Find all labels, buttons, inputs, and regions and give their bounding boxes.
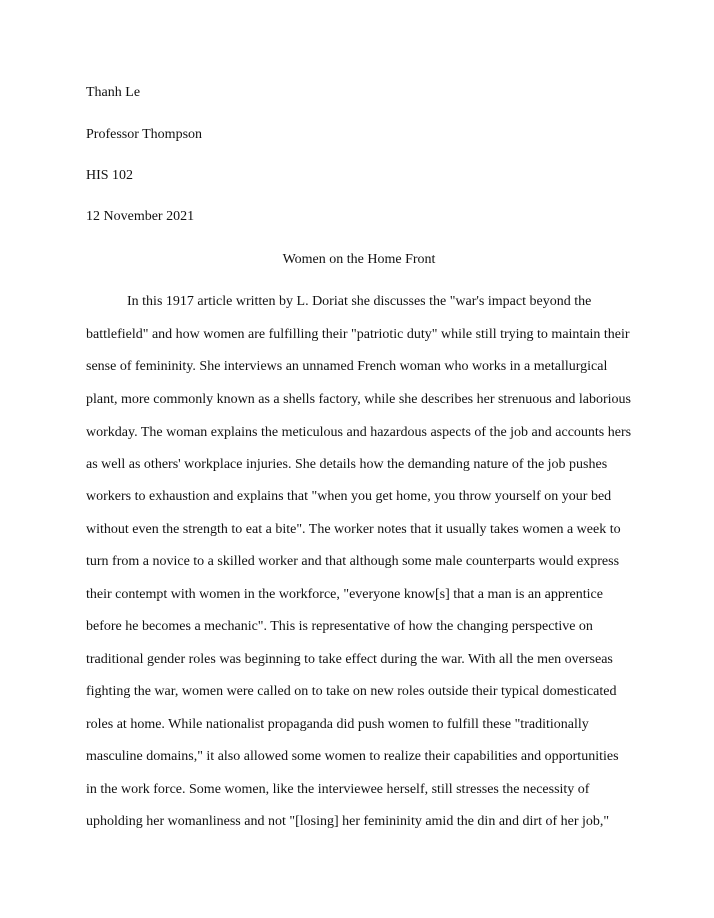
paragraph-line: without even the strength to eat a bite". The worker notes that it usually takes women a week to xyxy=(86,522,621,537)
paragraph-line: turn from a novice to a skilled worker and that although some male counterparts would express xyxy=(86,554,620,569)
paragraph-line: upholding her womanliness and not "[losing] her femininity amid the din and dirt of her job," xyxy=(86,814,610,829)
paragraph-line: roles at home. While nationalist propaganda did push women to fulfill these "traditionally xyxy=(86,717,589,732)
paragraph-line: before he becomes a mechanic". This is representative of how the changing perspective on xyxy=(86,619,593,634)
instructor-name: Professor Thompson xyxy=(86,127,203,142)
author-name: Thanh Le xyxy=(86,85,141,100)
paragraph-line: as well as others' workplace injuries. She details how the demanding nature of the job pushes xyxy=(86,457,608,472)
paragraph-line: plant, more commonly known as a shells factory, while she describes her strenuous and laborious xyxy=(86,392,631,407)
paragraph-line: their contempt with women in the workforce, "everyone know[s] that a man is an apprentice xyxy=(86,587,603,602)
course-code: HIS 102 xyxy=(86,168,134,183)
paragraph-line: sense of femininity. She interviews an unnamed French woman who works in a metallurgical xyxy=(86,359,608,374)
paragraph-line: workers to exhaustion and explains that "when you get home, you throw yourself on your bed xyxy=(86,489,612,504)
paragraph-line: In this 1917 article written by L. Doriat she discusses the "war's impact beyond the xyxy=(127,294,592,309)
paragraph-line: workday. The woman explains the meticulous and hazardous aspects of the job and accounts hers xyxy=(86,425,632,440)
paragraph-line: fighting the war, women were called on to take on new roles outside their typical domesticated xyxy=(86,684,617,699)
document-title: Women on the Home Front xyxy=(282,252,436,267)
paragraph-line: masculine domains," it also allowed some women to realize their capabilities and opportunities xyxy=(86,749,619,764)
paragraph-line: battlefield" and how women are fulfilling their "patriotic duty" while still trying to maintain their xyxy=(86,327,630,342)
paragraph-line: traditional gender roles was beginning to take effect during the war. With all the men overseas xyxy=(86,652,613,667)
paragraph-line: in the work force. Some women, like the interviewee herself, still stresses the necessity of xyxy=(86,782,590,797)
document-date: 12 November 2021 xyxy=(86,209,195,224)
